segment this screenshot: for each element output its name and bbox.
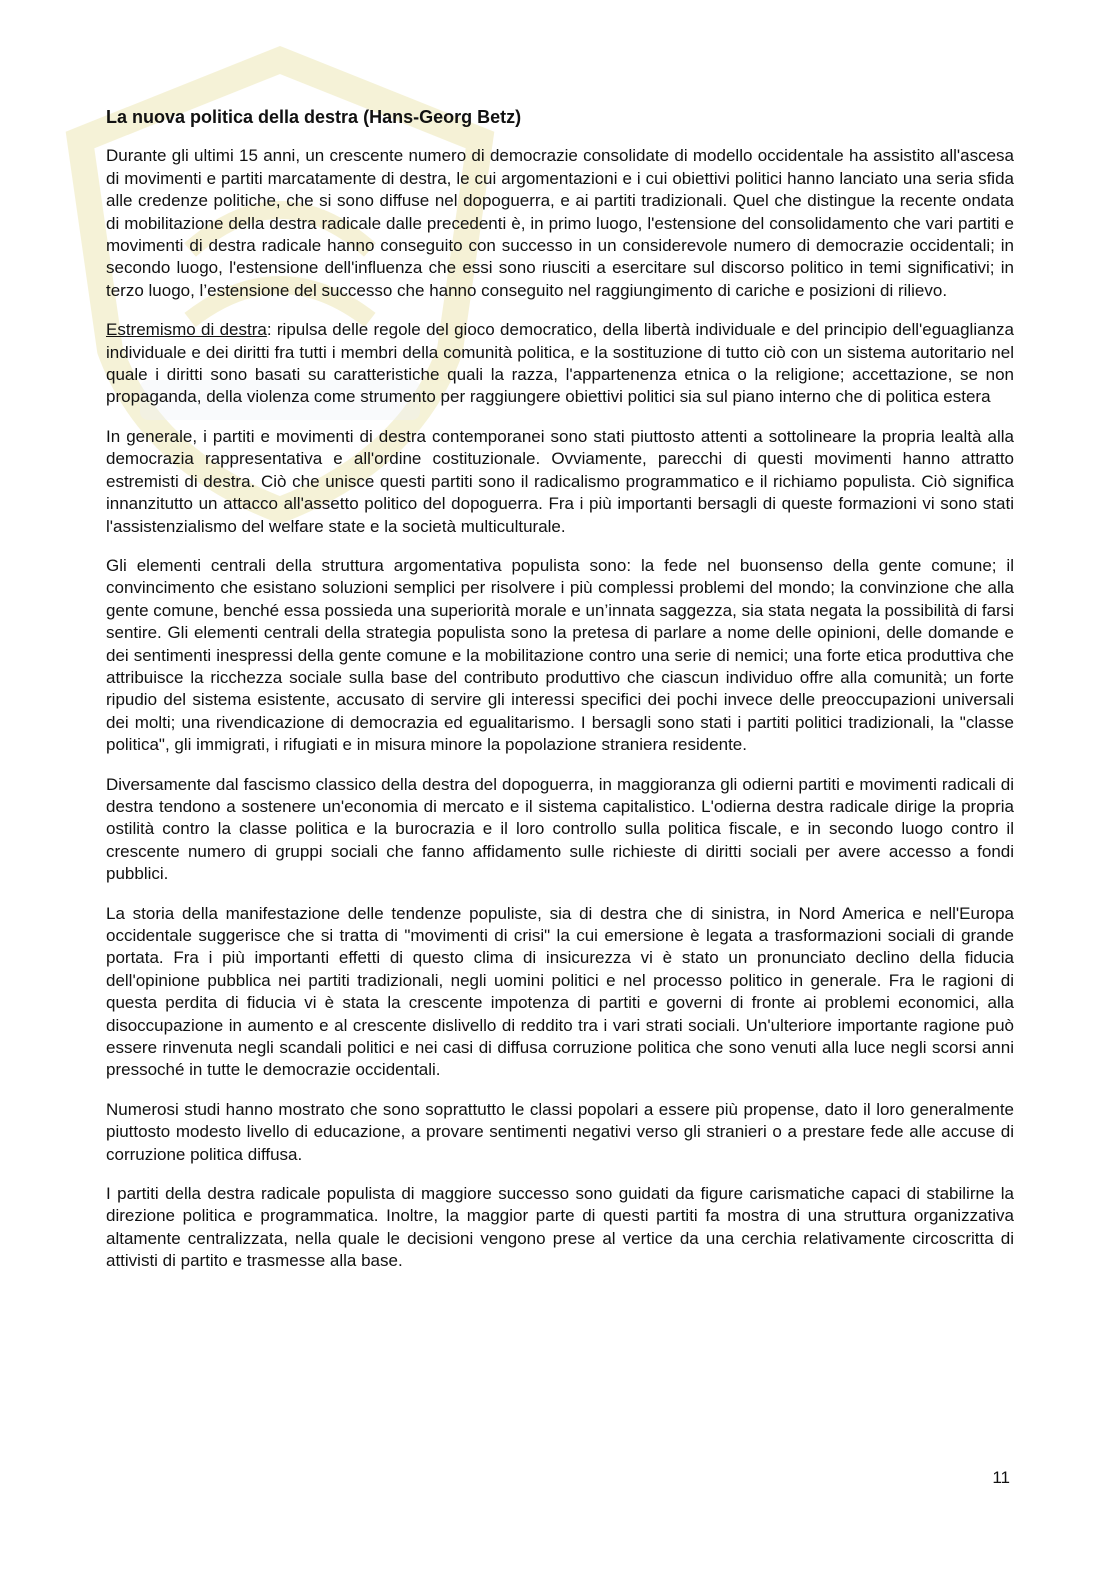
document-page (106, 106, 1014, 1290)
definition-text: : ripulsa delle regole del gioco democratico, della libertà individuale e del principio dell'eguaglianza individuale e dei diritti fra tutti i membri della comunità politica, e la sostituzione di tutto ciò con un sistema autoritario nel quale i diritti sono basati su caratteristiche quali la razza, l'appartenenza etnica o la religione; accettazione, se non propaganda, della violenza come strumento per raggiungere obiettivi politici sia sul piano interno che di politica estera (106, 320, 1014, 407)
document-body (106, 145, 1014, 1272)
paragraph-intro: Durante gli ultimi 15 anni, un crescente numero di democrazie consolidate di modello occidentale ha assistito all'ascesa di movimenti e partiti marcatamente di destra, le cui argomentazioni e i cui obiettivi politici hanno lanciato una seria sfida alle credenze politiche, che si sono diffuse nel dopoguerra, e ai partiti tradizionali. Quel che distingue la recente ondata di mobilitazione della destra radicale dalle precedenti è, in primo luogo, l'estensione del consolidamento che vari partiti e movimenti di destra radicale hanno conseguito con successo in un considerevole numero di democrazie occidentali; in secondo luogo, l'estensione dell'influenza che essi sono riusciti a esercitare sul discorso politico in temi significativi; in terzo luogo, l’estensione del successo che hanno conseguito nel raggiungimento di cariche e posizioni di rilievo. (106, 146, 1014, 300)
definition-paragraph (106, 319, 1014, 409)
page-number: 11 (992, 1468, 1010, 1487)
paragraph-charismatic-leaders: I partiti della destra radicale populista di maggiore successo sono guidati da figure carismatiche capaci di stabilirne la direzione politica e programmatica. Inoltre, la maggior parte di questi partiti fa mostra di una struttura organizzativa altamente centralizzata, nella quale le decisioni vengono prese al vertice da una cerchia relativamente circoscritta di attivisti di partito e trasmesse alla base. (106, 1184, 1014, 1271)
document-title: La nuova politica della destra (Hans-Georg Betz) (106, 107, 522, 127)
paragraph-history: La storia della manifestazione delle tendenze populiste, sia di destra che di sinistra, in Nord America e nell'Europa occidentale suggerisce che si tratta di "movimenti di crisi" la cui emersione è legata a trasformazioni sociali di grande portata. Fra i più importanti effetti di questo clima di insicurezza vi è stato un pronunciato declino della fiducia dell'opinione pubblica nei partiti tradizionali, negli uomini politici e nel processo politico in generale. Fra le ragioni di questa perdita di fiducia vi è stata la crescente impotenza di partiti e governi di fronte ai problemi economici, alla disoccupazione in aumento e al crescente dislivello di reddito tra i vari strati sociali. Un'ulteriore importante ragione può essere rinvenuta negli scandali politici e nei casi di diffusa corruzione politica che sono venuti alla luce negli scorsi anni pressoché in tutte le democrazie occidentali. (106, 903, 1014, 1080)
paragraph-populist-elements: Gli elementi centrali della struttura argomentativa populista sono: la fede nel buonsenso della gente comune; il convincimento che esistano soluzioni semplici per risolvere i più complessi problemi del mondo; la convinzione che alla gente comune, benché essa possieda una superiorità morale e un’innata saggezza, sia stata negata la possibilità di farsi sentire. Gli elementi centrali della strategia populista sono la pretesa di parlare a nome delle opinioni, delle domande e dei sentimenti inespressi della gente comune e la mobilitazione contro una serie di nemici; una forte etica produttiva che attribuisce la ricchezza sociale sulla base del contributo produttivo che ciascun individuo offre alla comunità; un forte ripudio del sistema esistente, accusato di servire gli interessi specifici dei pochi invece delle preoccupazioni universali dei molti; una rivendicazione di democrazia ed egualitarismo. I bersagli sono stati i partiti politici tradizionali, la "classe politica", gli immigrati, i rifugiati e in misura minore la popolazione straniera residente. (106, 555, 1014, 755)
paragraph-studies: Numerosi studi hanno mostrato che sono soprattutto le classi popolari a essere più propense, dato il loro generalmente piuttosto modesto livello di educazione, a provare sentimenti negativi verso gli stranieri o a prestare fede alle accuse di corruzione politica diffusa. (106, 1099, 1014, 1164)
definition-term: Estremismo di destra (106, 320, 267, 340)
paragraph-classic-fascism: Diversamente dal fascismo classico della destra del dopoguerra, in maggioranza gli odierni partiti e movimenti radicali di destra tendono a sostenere un'economia di mercato e il sistema capitalistico. L'odierna destra radicale dirige la propria ostilità contro la classe politica e la burocrazia e il loro controllo sulla politica fiscale, e in secondo luogo contro il crescente numero di gruppi sociali che fanno affidamento sulle richieste di diritti sociali per avere accesso a fondi pubblici. (106, 774, 1014, 884)
paragraph-loyalty: In generale, i partiti e movimenti di destra contemporanei sono stati piuttosto attenti a sottolineare la propria lealtà alla democrazia rappresentativa e all'ordine costituzionale. Ovviamente, parecchi di questi movimenti hanno attratto estremisti di destra. Ciò che unisce questi partiti sono il radicalismo programmatico e il richiamo populista. Ciò significa innanzitutto un attacco all'assetto politico del dopoguerra. Fra i più importanti bersagli di queste formazioni vi sono stati l'assistenzialismo del welfare state e la società multiculturale. (106, 426, 1014, 536)
